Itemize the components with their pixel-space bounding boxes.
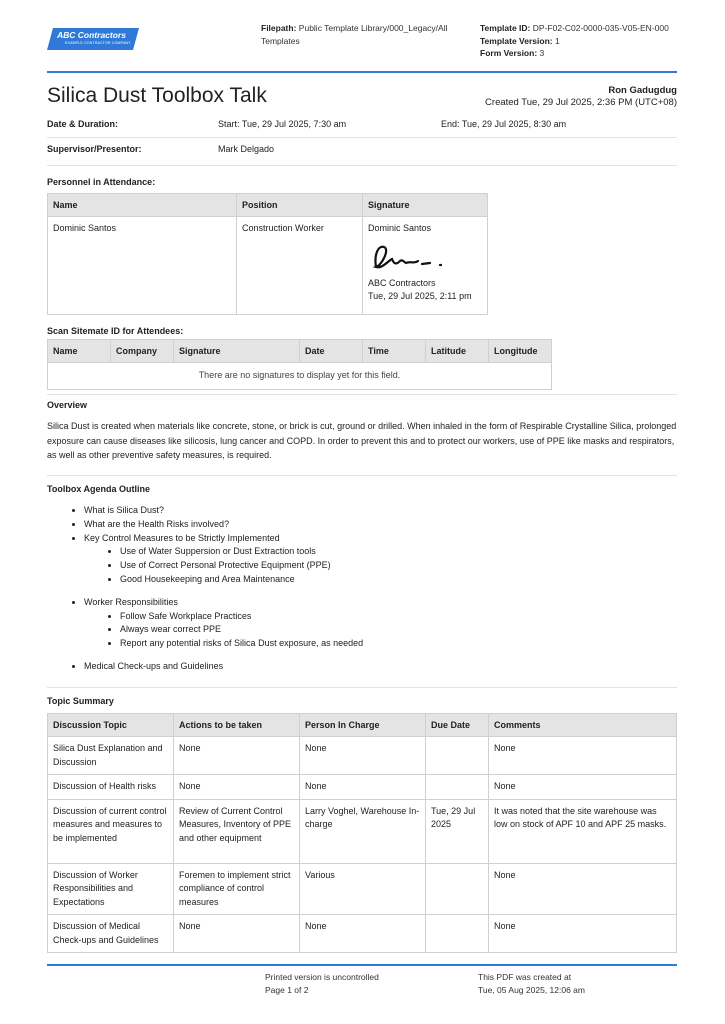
col-longitude: Longitude — [489, 340, 552, 363]
col-signature: Signature — [174, 340, 300, 363]
page-title: Silica Dust Toolbox Talk — [47, 84, 267, 107]
list-item: • What are the Health Risks involved? — [84, 518, 363, 532]
cell: None — [300, 737, 426, 775]
list-item-label: Worker Responsibilities — [84, 596, 178, 607]
col-due-date: Due Date — [426, 714, 489, 737]
list-item: • Good Housekeeping and Area Maintenance — [120, 573, 363, 587]
cell: Silica Dust Explanation and Discussion — [48, 737, 174, 775]
sitemate-table — [47, 339, 552, 390]
template-info-block — [480, 22, 720, 60]
sub-list — [120, 545, 363, 586]
empty-message: There are no signatures to display yet for this field. — [48, 363, 552, 390]
form-version-value: 3 — [539, 48, 545, 58]
signature-time: Tue, 29 Jul 2025, 2:11 pm — [368, 291, 472, 301]
col-signature: Signature — [363, 194, 488, 217]
table-row — [48, 363, 552, 390]
template-version-value: 1 — [554, 35, 560, 46]
topic-summary-table — [47, 713, 677, 953]
cell: Foremen to implement strict compliance of control measures — [174, 863, 300, 915]
attendee-position: Construction Worker — [237, 217, 363, 315]
cell — [426, 737, 489, 775]
personnel-title: Personnel in Attendance: — [47, 177, 156, 187]
cell: None — [300, 915, 426, 953]
table-row — [48, 775, 677, 800]
sub-list — [120, 610, 363, 651]
cell: None — [489, 737, 677, 775]
list-item: • What is Silica Dust? — [84, 504, 363, 518]
table-row — [48, 217, 488, 315]
cell: Discussion of Health risks — [48, 775, 174, 800]
col-actions: Actions to be taken — [174, 714, 300, 737]
cell — [426, 863, 489, 915]
supervisor-value: Mark Delgado — [218, 144, 275, 154]
cell: Various — [300, 863, 426, 915]
col-position: Position — [237, 194, 363, 217]
footer-left — [265, 971, 379, 997]
filepath-label: Filepath: — [261, 23, 297, 33]
footer-right — [478, 971, 585, 997]
cell — [426, 915, 489, 953]
author-block — [485, 85, 677, 109]
filepath-value: Public Template Library/000_Legacy/All Templates — [261, 23, 448, 46]
cell: None — [174, 915, 300, 953]
overview-title: Overview — [47, 400, 88, 410]
list-item-label: Key Control Measures to be Strictly Implemented — [84, 532, 280, 543]
table-row — [48, 863, 677, 915]
col-discussion-topic: Discussion Topic — [48, 714, 174, 737]
cell: Discussion of current control measures and measures to be implemented — [48, 799, 174, 863]
sitemate-title: Scan Sitemate ID for Attendees: — [47, 326, 184, 336]
end-time: End: Tue, 29 Jul 2025, 8:30 am — [441, 119, 567, 129]
created-timestamp: Created Tue, 29 Jul 2025, 2:36 PM (UTC+08) — [485, 97, 677, 108]
company-logo — [47, 27, 139, 51]
table-header-row — [48, 340, 552, 363]
list-item — [84, 596, 363, 651]
template-id-label: Template ID: — [480, 23, 531, 33]
cell: None — [489, 915, 677, 953]
personnel-table — [47, 193, 488, 315]
logo-text: ABC Contractors — [57, 30, 126, 40]
col-name: Name — [48, 194, 237, 217]
table-row — [48, 915, 677, 953]
col-name: Name — [48, 340, 111, 363]
list-item: • Report any potential risks of Silica Dust exposure, as needed — [120, 637, 363, 651]
form-version-label: Form Version: — [480, 48, 538, 58]
page-number: Page 1 of 2 — [265, 985, 309, 995]
footer-divider — [47, 964, 677, 966]
cell: None — [489, 863, 677, 915]
attendee-signature-cell — [363, 217, 488, 315]
cell: Discussion of Worker Responsibilities and Expectations — [48, 863, 174, 915]
cell — [426, 775, 489, 800]
divider — [47, 475, 677, 476]
col-time: Time — [363, 340, 426, 363]
col-person-in-charge: Person In Charge — [300, 714, 426, 737]
list-item — [84, 532, 363, 587]
pdf-created-value: Tue, 05 Aug 2025, 12:06 am — [478, 985, 585, 995]
col-company: Company — [111, 340, 174, 363]
pdf-created-label: This PDF was created at — [478, 972, 572, 982]
table-row — [48, 799, 677, 863]
cell: It was noted that the site warehouse was low on stock of APF 10 and APF 25 masks. — [489, 799, 677, 863]
cell: Review of Current Control Measures, Inventory of PPE and other equipment — [174, 799, 300, 863]
cell: None — [174, 737, 300, 775]
list-item: • Follow Safe Workplace Practices — [120, 610, 363, 624]
template-id-value: DP-F02-C02-0000-035-V05-EN-000 — [532, 23, 669, 33]
divider — [47, 687, 677, 688]
cell: Larry Voghel, Warehouse In-charge — [300, 799, 426, 863]
agenda-list — [84, 504, 363, 674]
signature-image — [370, 239, 450, 275]
cell: Discussion of Medical Check-ups and Guidelines — [48, 915, 174, 953]
date-duration-label: Date & Duration: — [47, 119, 119, 129]
filepath-block — [261, 22, 461, 47]
table-row — [48, 737, 677, 775]
uncontrolled-note: Printed version is uncontrolled — [265, 972, 379, 982]
logo-subtext: EXAMPLE CONTRACTOR COMPANY — [65, 41, 131, 45]
col-comments: Comments — [489, 714, 677, 737]
date-duration-row — [47, 112, 677, 138]
overview-text: Silica Dust is created when materials like concrete, stone, or brick is cut, ground or drilled. When inhaled in the form of Respirable Crystalline Silica, prolonged exposure can cause diseases like silicosis, lung cancer and COPD. In order to prevent this and to protect our workers, use of PPE like masks and respirators, as well as other preventive safety measures, is required. — [47, 421, 677, 460]
col-latitude: Latitude — [426, 340, 489, 363]
cell: Tue, 29 Jul 2025 — [426, 799, 489, 863]
list-item: • Medical Check-ups and Guidelines — [84, 660, 363, 674]
table-header-row — [48, 194, 488, 217]
cell: None — [174, 775, 300, 800]
topic-summary-title: Topic Summary — [47, 696, 114, 706]
col-date: Date — [300, 340, 363, 363]
divider — [47, 394, 677, 395]
header-divider — [47, 71, 677, 73]
list-item: • Use of Water Suppersion or Dust Extraction tools — [120, 545, 363, 559]
signature-name: Dominic Santos — [368, 223, 432, 233]
list-item: • Always wear correct PPE — [120, 623, 363, 637]
supervisor-label: Supervisor/Presentor: — [47, 144, 142, 154]
list-item: • Use of Correct Personal Protective Equipment (PPE) — [120, 559, 363, 573]
agenda-title: Toolbox Agenda Outline — [47, 484, 150, 494]
cell: None — [489, 775, 677, 800]
table-header-row — [48, 714, 677, 737]
signature-company: ABC Contractors — [368, 277, 436, 288]
cell: None — [300, 775, 426, 800]
author-name: Ron Gadugdug — [608, 85, 677, 96]
document-header — [0, 0, 725, 72]
supervisor-row — [47, 138, 677, 166]
start-time: Start: Tue, 29 Jul 2025, 7:30 am — [218, 119, 347, 129]
attendee-name: Dominic Santos — [48, 217, 237, 315]
template-version-label: Template Version: — [480, 35, 553, 46]
